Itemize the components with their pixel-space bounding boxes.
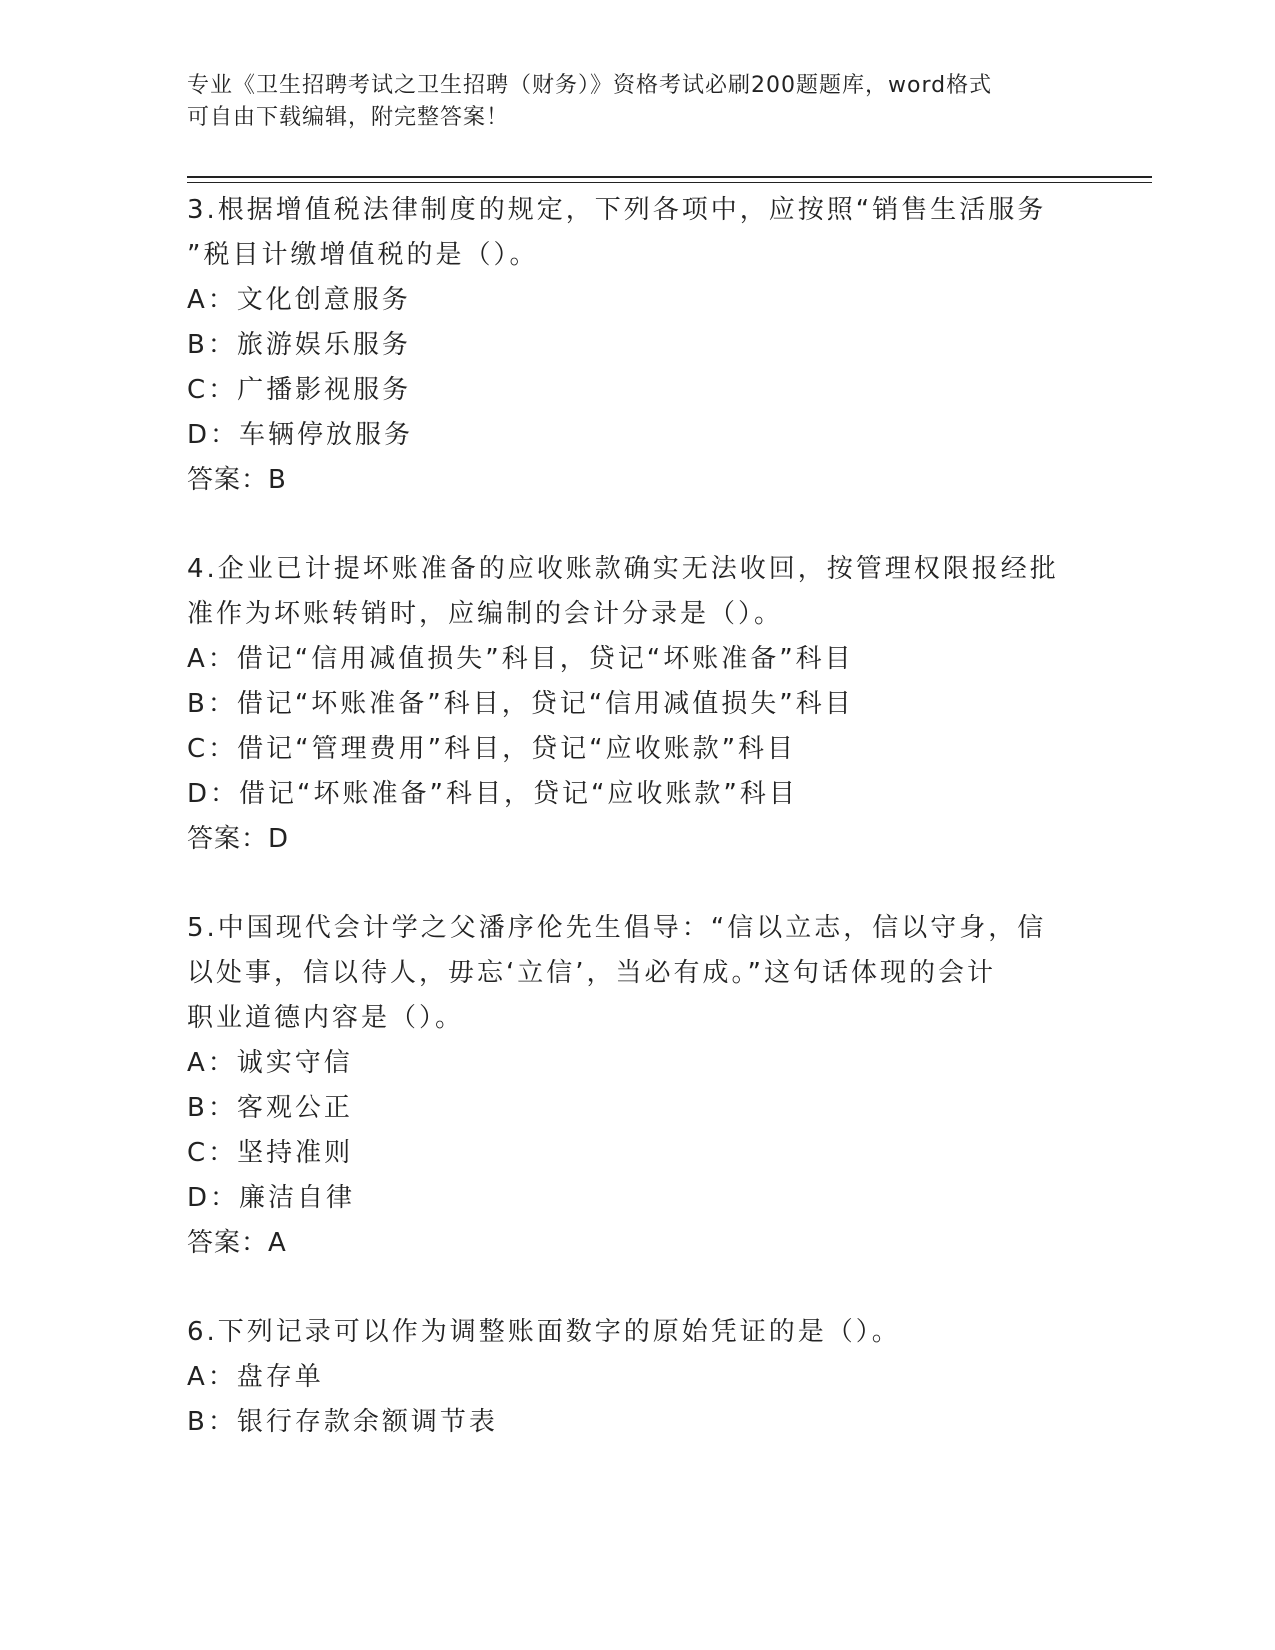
header-divider-thin (187, 182, 1152, 183)
question-stem-line: 准作为坏账转销时，应编制的会计分录是（）。 (187, 599, 784, 629)
option-a: A：文化创意服务 (187, 285, 411, 315)
option-b: B：借记“坏账准备”科目，贷记“信用减值损失”科目 (187, 689, 854, 719)
option-d: D：车辆停放服务 (187, 420, 414, 450)
option-d: D：廉洁自律 (187, 1183, 356, 1213)
option-c: C：广播影视服务 (187, 375, 412, 405)
question-stem-line: ”税目计缴增值税的是（）。 (187, 240, 539, 270)
option-a: A：诚实守信 (187, 1048, 353, 1078)
answer-line: 答案：A (187, 1228, 287, 1258)
option-b: B：旅游娱乐服务 (187, 330, 411, 360)
option-c: C：借记“管理费用”科目，贷记“应收账款”科目 (187, 734, 797, 764)
option-a: A：盘存单 (187, 1362, 324, 1392)
question-stem-line: 5.中国现代会计学之父潘序伦先生倡导：“信以立志，信以守身，信 (187, 913, 1047, 943)
option-c: C：坚持准则 (187, 1138, 354, 1168)
question-5 (187, 906, 1067, 1266)
option-b: B：银行存款余额调节表 (187, 1407, 498, 1437)
header-divider-thick (187, 176, 1152, 178)
answer-line: 答案：D (187, 824, 290, 854)
question-list (187, 188, 1067, 1489)
option-d: D：借记“坏账准备”科目，贷记“应收账款”科目 (187, 779, 798, 809)
header-line-2: 可自由下载编辑，附完整答案！ (187, 105, 510, 130)
question-stem-line: 4.企业已计提坏账准备的应收账款确实无法收回，按管理权限报经批 (187, 554, 1059, 584)
question-3 (187, 188, 1067, 503)
option-b: B：客观公正 (187, 1093, 353, 1123)
question-4 (187, 547, 1067, 862)
question-stem-line: 职业道德内容是（）。 (187, 1003, 465, 1033)
answer-line: 答案：B (187, 465, 287, 495)
question-6 (187, 1310, 1067, 1445)
option-a: A：借记“信用减值损失”科目，贷记“坏账准备”科目 (187, 644, 854, 674)
question-stem-line: 以处事，信以待人，毋忘‘立信’，当必有成。”这句话体现的会计 (187, 958, 996, 988)
question-stem-line: 3.根据增值税法律制度的规定，下列各项中，应按照“销售生活服务 (187, 195, 1047, 225)
header-line-1: 专业《卫生招聘考试之卫生招聘（财务）》资格考试必刷200题题库，word格式 (187, 73, 993, 98)
question-stem-line: 6.下列记录可以作为调整账面数字的原始凭证的是（）。 (187, 1317, 901, 1347)
document-header (187, 70, 1067, 134)
